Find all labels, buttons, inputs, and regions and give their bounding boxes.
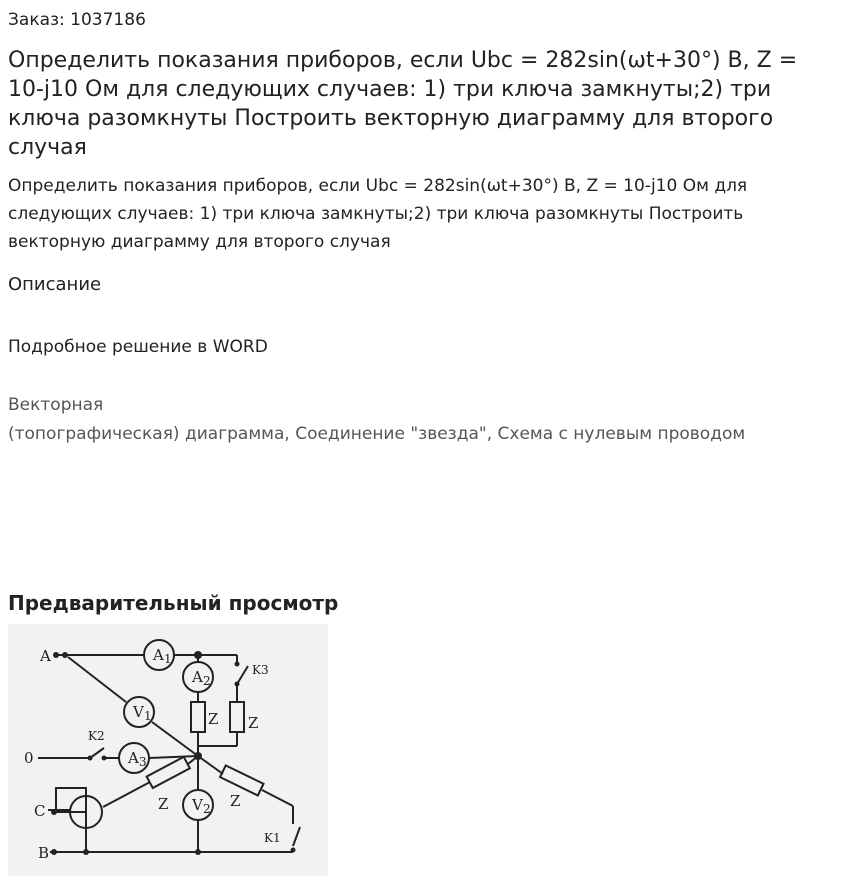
circuit-diagram	[8, 624, 328, 876]
switch-k1-label: K1	[264, 831, 281, 845]
terminal-c-label: C	[34, 802, 46, 820]
svg-text:1: 1	[144, 709, 152, 723]
preview-image	[8, 624, 328, 876]
terminal-b-label: B	[38, 844, 50, 862]
ammeter-a1-label: A	[153, 646, 164, 664]
solution-note: Подробное решение в WORD	[8, 337, 268, 357]
tag-line-2: (топографическая) диаграмма, Соединение "звезда", Схема с нулевым проводом	[8, 424, 746, 444]
task-description: Определить показания приборов, если Ubc = 282sin(ωt+30°) B, Z = 10-j10 Ом для следующих случаев: 1) три ключа замкнуты;2) три ключа разомкнуты Построить векторную диаграмму для второго случая	[8, 176, 748, 252]
svg-text:2: 2	[203, 674, 211, 688]
svg-text:3: 3	[139, 755, 147, 769]
switch-k2-label: K2	[88, 729, 105, 743]
svg-text:2: 2	[203, 802, 211, 816]
impedance-z-label: Z	[230, 792, 241, 810]
preview-heading: Предварительный просмотр	[8, 591, 339, 615]
terminal-zero-label: 0	[24, 749, 34, 767]
impedance-z-label: Z	[208, 710, 219, 728]
tag-line-1: Векторная	[8, 395, 104, 415]
voltmeter-v1-label: V	[133, 703, 144, 721]
section-heading-description: Описание	[8, 274, 102, 295]
page-title: Определить показания приборов, если Ubc = 282sin(ωt+30°) B, Z = 10-j10 Ом для следующих случаев: 1) три ключа замкнуты;2) три ключа разомкнуты Построить векторную диаграмму для второго случая	[8, 48, 798, 160]
order-number: Заказ: 1037186	[8, 10, 146, 30]
switch-k3-label: K3	[252, 663, 269, 677]
ammeter-a2-label: A	[192, 668, 203, 686]
terminal-a-label: A	[40, 647, 51, 665]
svg-text:1: 1	[164, 652, 172, 666]
ammeter-a3-label: A	[128, 749, 139, 767]
impedance-z-label: Z	[248, 714, 259, 732]
tags	[8, 391, 843, 449]
voltmeter-v2-label: V	[192, 796, 203, 814]
impedance-z-label: Z	[158, 795, 169, 813]
